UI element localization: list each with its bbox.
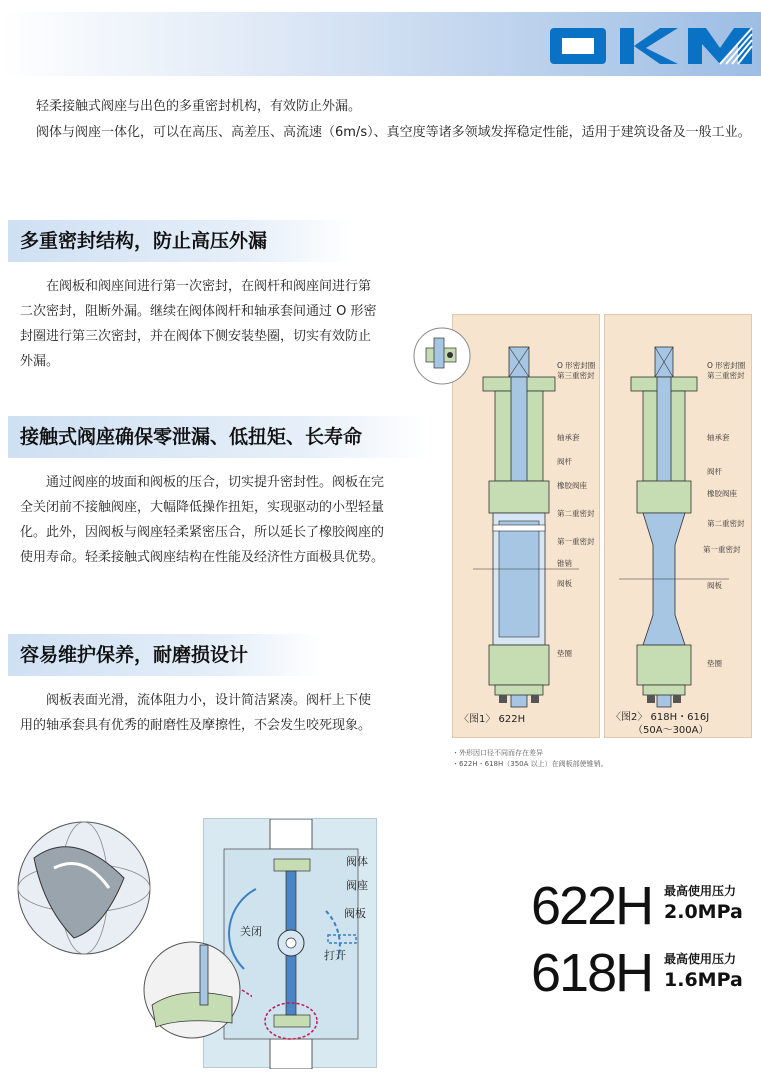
label-close: 关闭	[240, 925, 262, 938]
note-1: ・外形因口径不同而存在差异	[452, 749, 543, 757]
fig1-label-bearing: 轴承套	[557, 433, 580, 442]
section-2-title: 接触式阀座确保零泄漏、低扭矩、长寿命	[8, 416, 428, 458]
fig1-label-second-seal: 第二重密封	[557, 509, 595, 518]
fig2-label-bearing: 轴承套	[707, 433, 730, 442]
section-1-title: 多重密封结构，防止高压外漏	[8, 220, 352, 262]
label-valve-disc: 阀板	[344, 907, 366, 920]
model-618h: 618H	[531, 943, 653, 1003]
section-2-body: 通过阀座的坡面和阀板的压合，切实提升密封性。阀板在完全关闭前不接触阀座，大幅降低操作扭矩，实现驱动的小型轻量化。此外，因阀板与阀座轻柔紧密压合，所以延长了橡胶阀座的使用寿命。轻柔接触式阀座结构在性能及经济性方面极具优势。	[20, 475, 385, 565]
fig2-label-stem: 阀杆	[707, 467, 722, 476]
model-618h-pressure-value: 1.6MPa	[664, 969, 743, 991]
model-622h: 622H	[531, 876, 653, 936]
fig2-label-second-seal: 第二重密封	[707, 519, 745, 528]
fig2-label-first-seal: 第一重密封	[703, 545, 741, 554]
model-622h-pressure-label: 最高使用压力	[664, 884, 737, 898]
intro-line-1: 轻柔接触式阀座与出色的多重密封机构，有效防止外漏。	[36, 99, 362, 114]
fig1-label-oring: O 形密封圈	[557, 361, 596, 370]
fig2-label-disc: 阀板	[707, 581, 722, 590]
fig1-label-disc: 阀板	[557, 579, 572, 588]
section-3-body: 阀板表面光滑，流体阻力小，设计简洁紧凑。阀杆上下使用的轴承套具有优秀的耐磨性及摩擦性，不会发生咬死现象。	[20, 693, 372, 733]
model-622h-pressure-value: 2.0MPa	[664, 901, 743, 923]
figure-2-panel	[604, 314, 752, 738]
fig2-label-oring: O 形密封圈	[707, 361, 746, 370]
fig1-caption: 〈图1〉 622H	[459, 714, 526, 725]
okm-logo	[548, 24, 754, 68]
seal-detail-magnifier	[412, 326, 472, 386]
fig1-label-third-seal: 第三重密封	[557, 371, 595, 380]
label-valve-body: 阀体	[346, 855, 368, 868]
fig1-label-taper-pin: 锥销	[557, 559, 572, 568]
fig1-label-stem: 阀杆	[557, 457, 572, 466]
fig2-label-third-seal: 第三重密封	[707, 371, 745, 380]
label-open: 打开	[324, 949, 346, 962]
label-valve-seat: 阀座	[346, 879, 368, 892]
intro-line-2: 阀体与阀座一体化，可以在高压、高差压、高流速（6m/s）、真空度等诸多领域发挥稳定性能，适用于建筑设备及一般工业。	[36, 125, 751, 140]
fig2-label-rubber-seat: 橡胶阀座	[707, 489, 737, 498]
fig1-label-rubber-seat: 橡胶阀座	[557, 481, 587, 490]
section-3-title: 容易维护保养，耐磨损设计	[8, 634, 322, 676]
figure-1-panel	[452, 314, 600, 738]
valve-disc-sphere-illustration	[14, 818, 154, 958]
intro-text	[10, 94, 755, 146]
seat-zoom-detail	[142, 935, 252, 1045]
fig1-label-gasket: 垫圈	[557, 649, 572, 658]
fig2-caption-line-2: （50A～300A）	[633, 725, 709, 736]
model-618h-pressure-label: 最高使用压力	[664, 952, 737, 966]
fig2-caption-line-1: 〈图2〉 618H・616J	[611, 712, 710, 723]
fig1-label-first-seal: 第一重密封	[557, 537, 595, 546]
note-2: ・622H・618H（350A 以上）在阀板部使锥销。	[452, 760, 608, 768]
section-1-body: 在阀板和阀座间进行第一次密封，在阀杆和阀座间进行第二次密封，阻断外漏。继续在阀体阀杆和轴承套间通过 O 形密封圈进行第三次密封，并在阀体下侧安装垫圈，切实有效防止外漏。	[20, 279, 377, 369]
fig2-label-gasket: 垫圈	[707, 659, 722, 668]
